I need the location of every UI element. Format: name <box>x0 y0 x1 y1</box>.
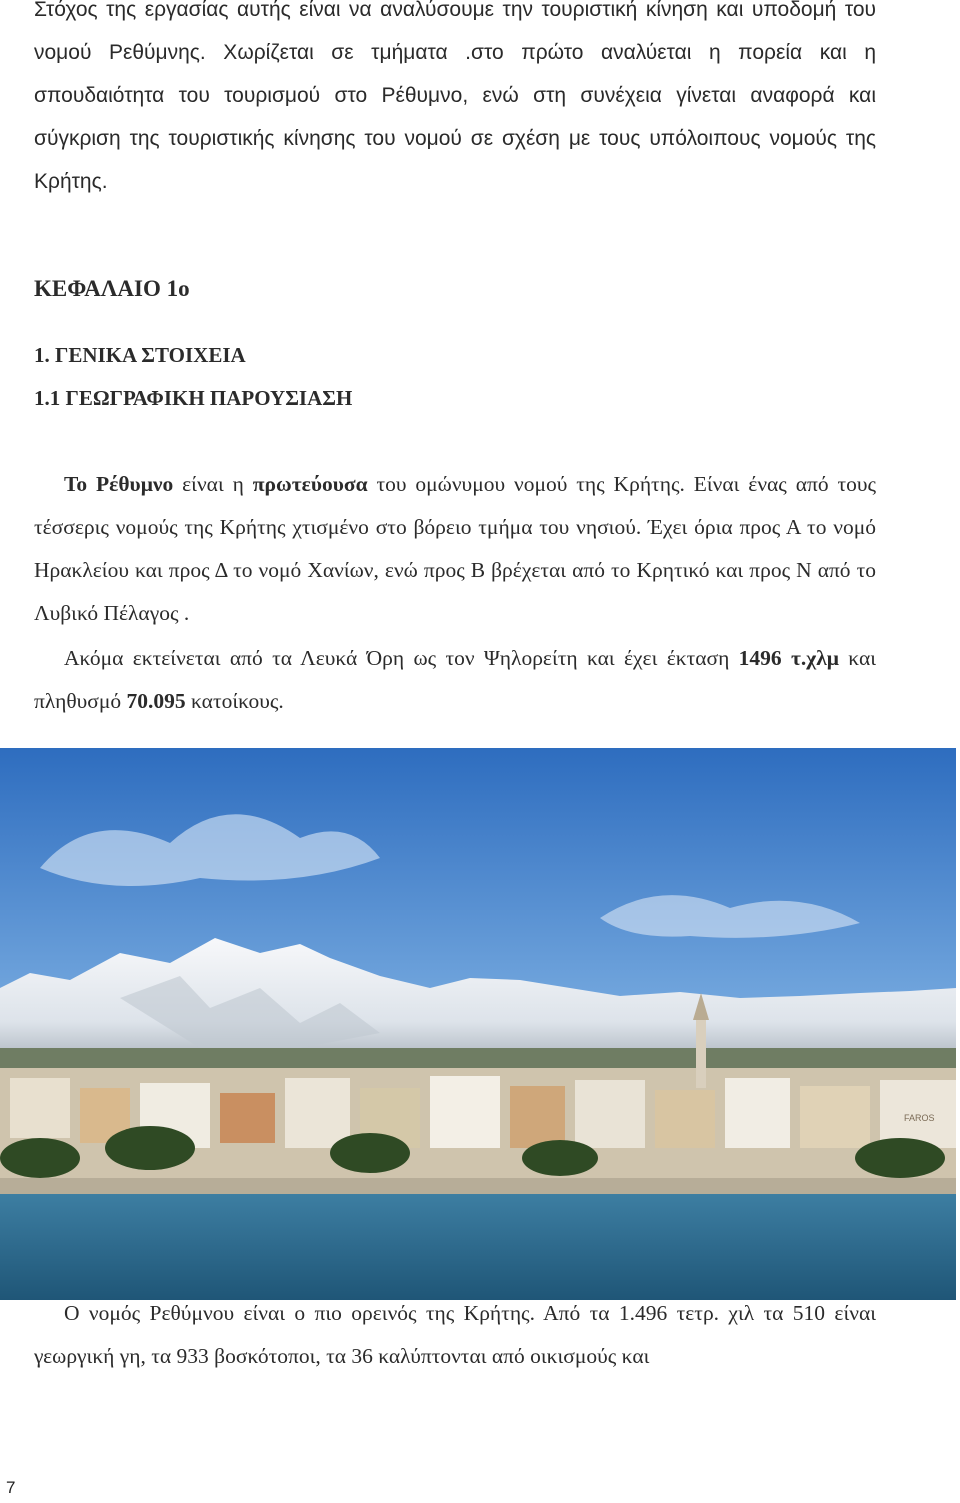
bold-rethymno: Το Ρέθυμνο <box>64 472 174 496</box>
text-segment: κατοίκους. <box>185 689 284 713</box>
text-segment: του ομώνυμου νομού της Κρήτης. Είναι ένας από τους τέσσερις νομούς της Κρήτης χτισμένο στο βόρειο τμήμα του νησιού. Έχει όρια προς Α το νομό Ηρακλείου και προς Δ το νομό Χανίων, ενώ προς Β βρέχεται από το Κρητικό και προς Ν από το Λυβικό Πέλαγος . <box>34 472 876 625</box>
section-heading-general: 1. ΓΕΝΙΚΑ ΣΤΟΙΧΕΙΑ <box>34 343 246 367</box>
bold-area: 1496 τ.χλμ <box>738 646 839 670</box>
intro-text: Στόχος της εργασίας αυτής είναι να αναλύσουμε την τουριστική κίνηση και υποδομή του νομού Ρεθύμνης. Χωρίζεται σε τμήματα .στο πρώτο αναλύεται η πορεία και η σπουδαιότητα του τουρισμού στο Ρέθυμνο, ενώ στη συνέχεια γίνεται αναφορά και σύγκριση της τουριστικής κίνησης του νομού σε σχέση με τους υπόλοιπους νομούς της Κρήτης. <box>34 0 876 193</box>
geography-paragraph <box>34 463 876 635</box>
rethymno-coast-photo <box>0 748 956 1300</box>
text-segment: είναι η <box>173 472 253 496</box>
page-number: 7 <box>6 1478 16 1497</box>
section-heading-geography: 1.1 ΓΕΩΓΡΑΦΙΚΗ ΠΑΡΟΥΣΙΑΣΗ <box>34 386 353 410</box>
area-paragraph <box>34 637 876 723</box>
sea <box>0 1194 956 1300</box>
chapter-title: ΚΕΦΑΛΑΙΟ 1ο <box>34 276 190 301</box>
land-use-paragraph <box>34 1292 876 1378</box>
text-segment: Ακόμα εκτείνεται από τα Λευκά Όρη ως τον Ψηλορείτη και έχει έκταση <box>64 646 739 670</box>
bold-population: 70.095 <box>126 689 186 713</box>
intro-paragraph <box>34 0 876 203</box>
seawall <box>0 1178 956 1194</box>
bold-capital: πρωτεύουσα <box>252 472 368 496</box>
faros-sign: FAROS <box>904 1113 935 1123</box>
text-segment: Ο νομός Ρεθύμνου είναι ο πιο ορεινός της Κρήτης. Από τα 1.496 τετρ. χιλ τα 510 είναι γεωργική γη, τα 933 βοσκότοποι, τα 36 καλύπτονται από οικισμούς και <box>34 1301 876 1368</box>
text-segment: και πληθυσμό <box>34 646 876 713</box>
